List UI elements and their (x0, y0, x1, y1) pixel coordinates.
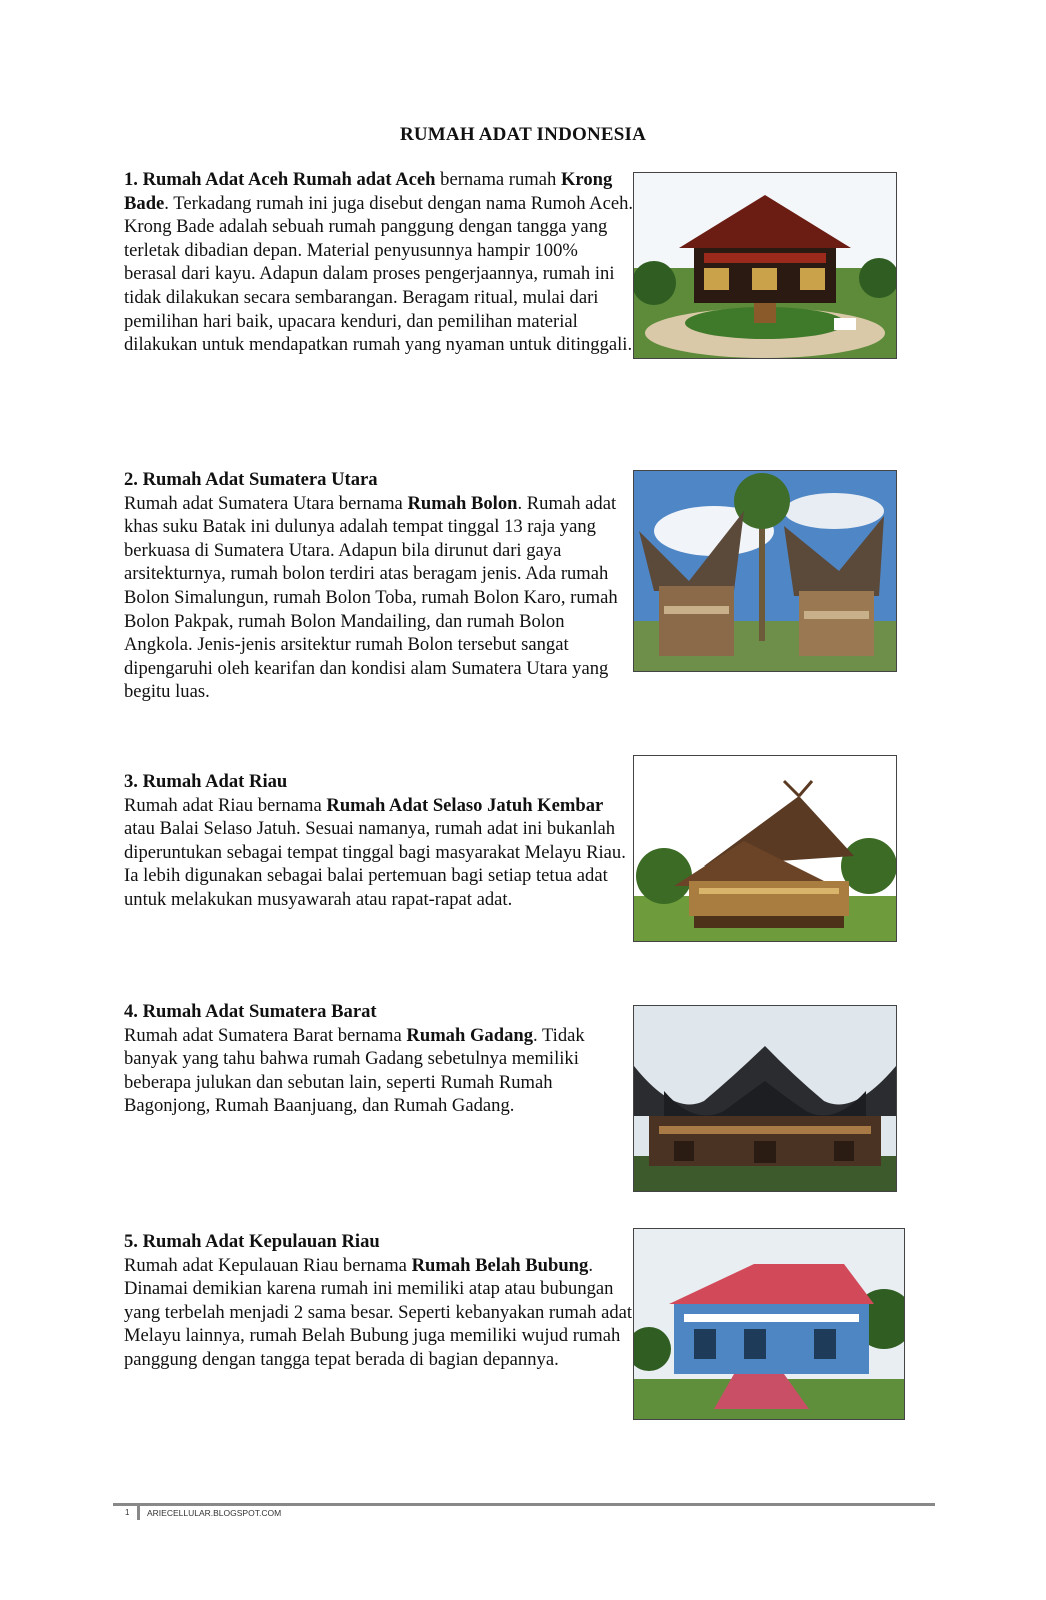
aceh-house-photo (633, 172, 897, 359)
section-heading: 1. Rumah Adat Aceh (124, 169, 289, 190)
section-heading: 2. Rumah Adat Sumatera Utara (124, 469, 378, 490)
footer-separator (137, 1505, 140, 1520)
house-name: Rumah Gadang (406, 1024, 534, 1046)
footer-site: ARIECELLULAR.BLOGSPOT.COM (147, 1508, 282, 1518)
section-heading: 5. Rumah Adat Kepulauan Riau (124, 1231, 380, 1252)
section-riau (124, 770, 634, 912)
belah-bubung-house-photo (633, 1228, 905, 1420)
house-name: Rumah Belah Bubung (411, 1254, 589, 1276)
body-text: . Rumah adat khas suku Batak ini dulunya adalah tempat tinggal 13 raja yang berkuasa di Sumatera Utara. Adapun bila dirunut dari gaya arsitekturnya, rumah bolon terdiri atas beragam jenis. Ada rumah Bolon Simalungun, rumah Bolon Toba, rumah Bolon Karo, rumah Bolon Pakpak, rumah Bolon Mandailing, dan rumah Bolon Angkola. Jenis-jenis arsitektur rumah Bolon tersebut sangat dipengaruhi oleh kearifan dan kondisi alam Sumatera Utara yang begitu luas. (124, 492, 618, 703)
section-sumatera-utara (124, 468, 634, 704)
body-text: atau Balai Selaso Jatuh. Sesuai namanya, rumah adat ini bukanlah diperuntukan sebagai tempat tinggal bagi masyarakat Melayu Riau. Ia lebih digunakan sebagai balai pertemuan bagi setiap tetua adat untuk melakukan musyawarah atau rapat-rapat adat. (124, 818, 626, 910)
batak-house-photo (633, 470, 897, 672)
body-text: . Tidak banyak yang tahu bahwa rumah Gadang sebetulnya memiliki beberapa julukan dan sebutan lain, seperti Rumah Rumah Bagonjong, Rumah Baanjuang, dan Rumah Gadang. (124, 1024, 585, 1117)
document-title: RUMAH ADAT INDONESIA (399, 124, 647, 145)
section-aceh (124, 168, 634, 357)
body-text: Rumah adat Sumatera Barat bernama (124, 1024, 407, 1046)
section-sumatera-barat (124, 1000, 634, 1118)
house-name: Krong Bade (124, 169, 613, 214)
section-heading: 4. Rumah Adat Sumatera Barat (124, 1001, 377, 1022)
house-name: Rumah Bolon (407, 492, 518, 514)
body-text: Rumah adat Kepulauan Riau bernama (124, 1254, 412, 1276)
house-name: Rumah Adat Selaso Jatuh Kembar (326, 794, 604, 816)
section-heading: 3. Rumah Adat Riau (124, 771, 288, 792)
bold-subject: Rumah adat Aceh (292, 169, 436, 190)
footer-divider (113, 1503, 935, 1506)
body-text: Rumah adat Riau bernama (124, 794, 327, 816)
body-text: Rumah adat Sumatera Utara bernama (124, 492, 408, 514)
section-kepulauan-riau (124, 1230, 634, 1372)
page-number: 1 (125, 1508, 130, 1517)
body-text: . Dinamai demikian karena rumah ini memiliki atap atau bubungan yang terbelah menjadi 2 sama besar. Seperti kebanyakan rumah adat Melayu lainnya, rumah Belah Bubung juga memiliki wujud rumah panggung dengan tangga tepat berada di bagian depannya. (124, 1254, 633, 1370)
body-text: . Terkadang rumah ini juga disebut dengan nama Rumoh Aceh. Krong Bade adalah sebuah rumah panggung dengan tangga yang terletak dibadian depan. Material penyusunnya hampir 100% berasal dari kayu. Adapun dalam proses pengerjaannya, rumah ini tidak dilakukan secara sembarangan. Beragam ritual, mulai dari pemilihan hari baik, upacara kenduri, dan pemilihan material dilakukan untuk mendapatkan rumah yang nyaman untuk ditinggali. (124, 192, 634, 356)
gadang-house-photo (633, 1005, 897, 1192)
body-text: bernama rumah (435, 169, 561, 190)
riau-house-photo (633, 755, 897, 942)
